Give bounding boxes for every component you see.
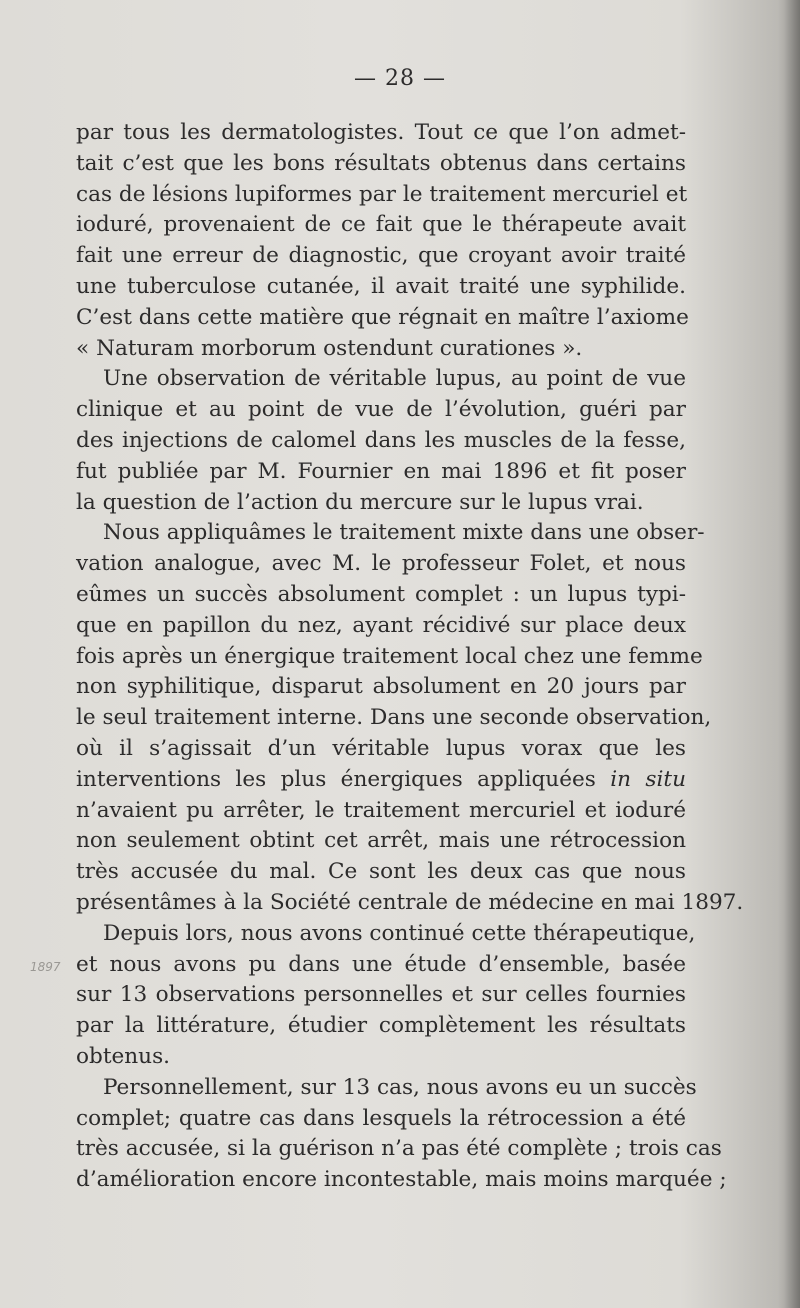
page-edge-shadow xyxy=(778,0,800,1308)
text-line: eûmes un succès absolument complet : un lupus typi- xyxy=(76,581,686,607)
text-line: fut publiée par M. Fournier en mai 1896 et fit poser xyxy=(76,458,686,484)
text-line: non seulement obtint cet arrêt, mais une rétrocession xyxy=(76,828,686,854)
text-line: très accusée du mal. Ce sont les deux cas que nous xyxy=(76,859,686,885)
text-line: ioduré, provenaient de ce fait que le thérapeute avait xyxy=(76,212,686,238)
text-line: sur 13 observations personnelles et sur celles fournies xyxy=(76,982,686,1008)
text-line: clinique et au point de vue de l’évolution, guéri par xyxy=(76,397,686,423)
text-line: n’avaient pu arrêter, le traitement mercuriel et ioduré xyxy=(76,797,686,823)
text-line: Nous appliquâmes le traitement mixte dans une obser- xyxy=(103,520,705,546)
text-line: fois après un énergique traitement local chez une femme xyxy=(76,643,703,669)
body-text xyxy=(76,118,744,1196)
text-line: la question de l’action du mercure sur le lupus vrai. xyxy=(76,489,644,515)
text-line: Une observation de véritable lupus, au point de vue xyxy=(103,366,686,392)
text-line: par tous les dermatologistes. Tout ce que l’on admet- xyxy=(76,120,686,145)
text-line: interventions les plus énergiques appliquées in situ xyxy=(76,766,686,792)
text-line: obtenus. xyxy=(76,1043,171,1069)
text-line: fait une erreur de diagnostic, que croyant avoir traité xyxy=(76,243,686,269)
text-line: tait c’est que les bons résultats obtenus dans certains xyxy=(76,150,686,176)
text-line: Personnellement, sur 13 cas, nous avons eu un succès xyxy=(103,1074,697,1100)
text-line: et nous avons pu dans une étude d’ensemble, basée xyxy=(76,951,686,977)
text-line: non syphilitique, disparut absolument en 20 jours par xyxy=(76,674,686,700)
text-line: C’est dans cette matière que régnait en maître l’axiome xyxy=(76,304,689,330)
text-line: très accusée, si la guérison n’a pas été complète ; trois cas xyxy=(76,1136,722,1162)
text-line: d’amélioration encore incontestable, mais moins marquée ; xyxy=(76,1167,727,1193)
text-line: des injections de calomel dans les muscles de la fesse, xyxy=(76,427,686,453)
page-number: — 28 — xyxy=(354,66,446,91)
text-line: Depuis lors, nous avons continué cette thérapeutique, xyxy=(103,920,696,946)
text-line: complet; quatre cas dans lesquels la rétrocession a été xyxy=(76,1105,686,1131)
text-line: une tuberculose cutanée, il avait traité une syphilide. xyxy=(76,273,686,299)
text-line: le seul traitement interne. Dans une seconde observation, xyxy=(76,705,712,731)
margin-annotation: 1897 xyxy=(30,960,61,974)
text-line: que en papillon du nez, ayant récidivé sur place deux xyxy=(76,612,686,638)
text-line: vation analogue, avec M. le professeur Folet, et nous xyxy=(76,551,686,577)
text-line: présentâmes à la Société centrale de médecine en mai 1897. xyxy=(76,889,744,915)
text-line: où il s’agissait d’un véritable lupus vorax que les xyxy=(76,735,686,761)
text-line: « Naturam morborum ostendunt curationes ». xyxy=(76,335,583,361)
text-line: par la littérature, étudier complètement les résultats xyxy=(76,1013,686,1039)
text-line: cas de lésions lupiformes par le traitement mercuriel et xyxy=(76,181,688,207)
